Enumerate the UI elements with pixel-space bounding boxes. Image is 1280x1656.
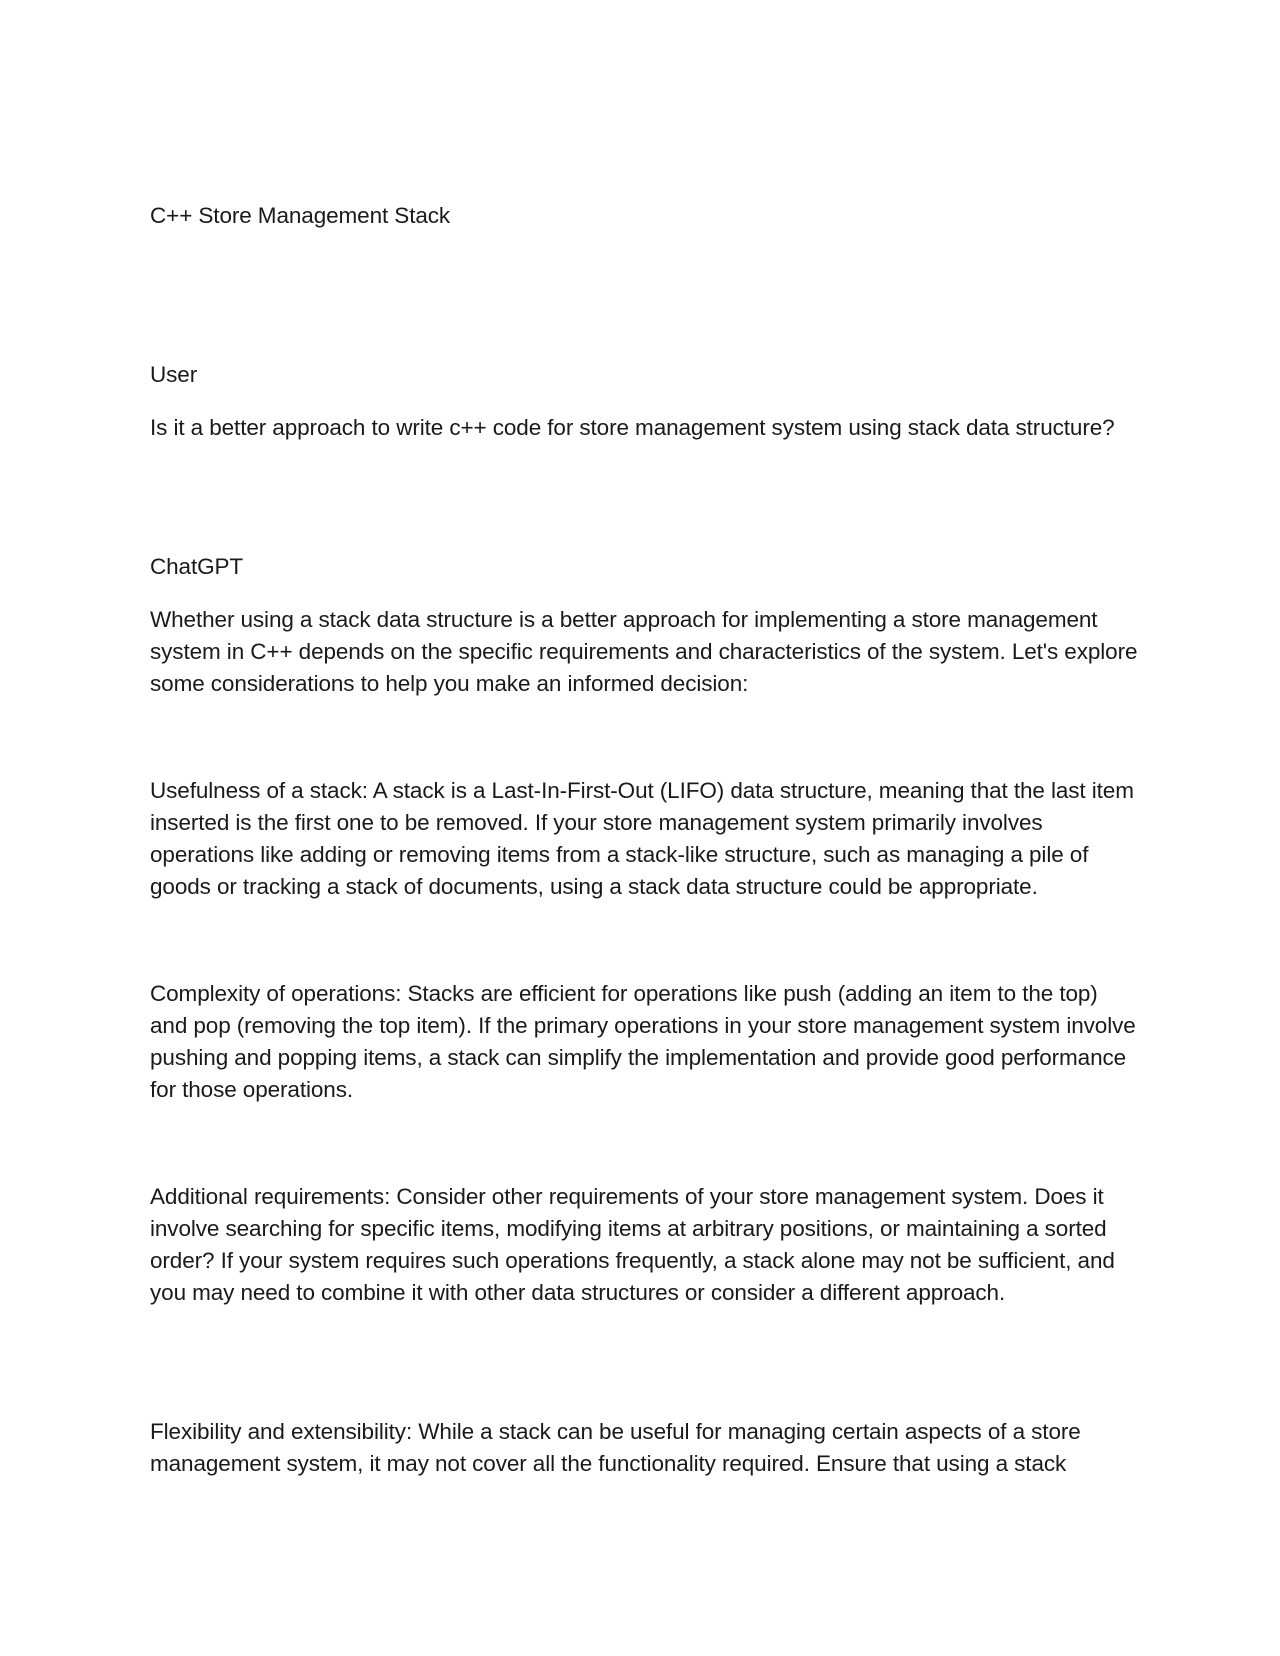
document-title: C++ Store Management Stack: [150, 203, 451, 228]
user-message: Is it a better approach to write c++ code for store management system using stack data structure?: [150, 415, 1115, 440]
paragraph-complexity: Complexity of operations: Stacks are efficient for operations like push (adding an item to the top) and pop (removing the top item). If the primary operations in your store management system involve pushing and popping items, a stack can simplify the implementation and provide good performance for those operations.: [150, 981, 1136, 1102]
assistant-intro-paragraph: Whether using a stack data structure is a better approach for implementing a store management system in C++ depends on the specific requirements and characteristics of the system. Let's explore some considerations to help you make an informed decision:: [150, 607, 1138, 696]
paragraph-usefulness: Usefulness of a stack: A stack is a Last-In-First-Out (LIFO) data structure, meaning that the last item inserted is the first one to be removed. If your store management system primarily involves operations like adding or removing items from a stack-like structure, such as managing a pile of goods or tracking a stack of documents, using a stack data structure could be appropriate.: [150, 778, 1134, 899]
paragraph-flexibility: Flexibility and extensibility: While a stack can be useful for managing certain aspects of a store management system, it may not cover all the functionality required. Ensure that using a stack: [150, 1419, 1081, 1476]
assistant-label: ChatGPT: [150, 554, 244, 579]
paragraph-additional-requirements: Additional requirements: Consider other requirements of your store management system. Does it involve searching for specific items, modifying items at arbitrary positions, or maintaining a sorted order? If your system requires such operations frequently, a stack alone may not be sufficient, and you may need to combine it with other data structures or consider a different approach.: [150, 1184, 1115, 1305]
user-label: User: [150, 362, 198, 387]
